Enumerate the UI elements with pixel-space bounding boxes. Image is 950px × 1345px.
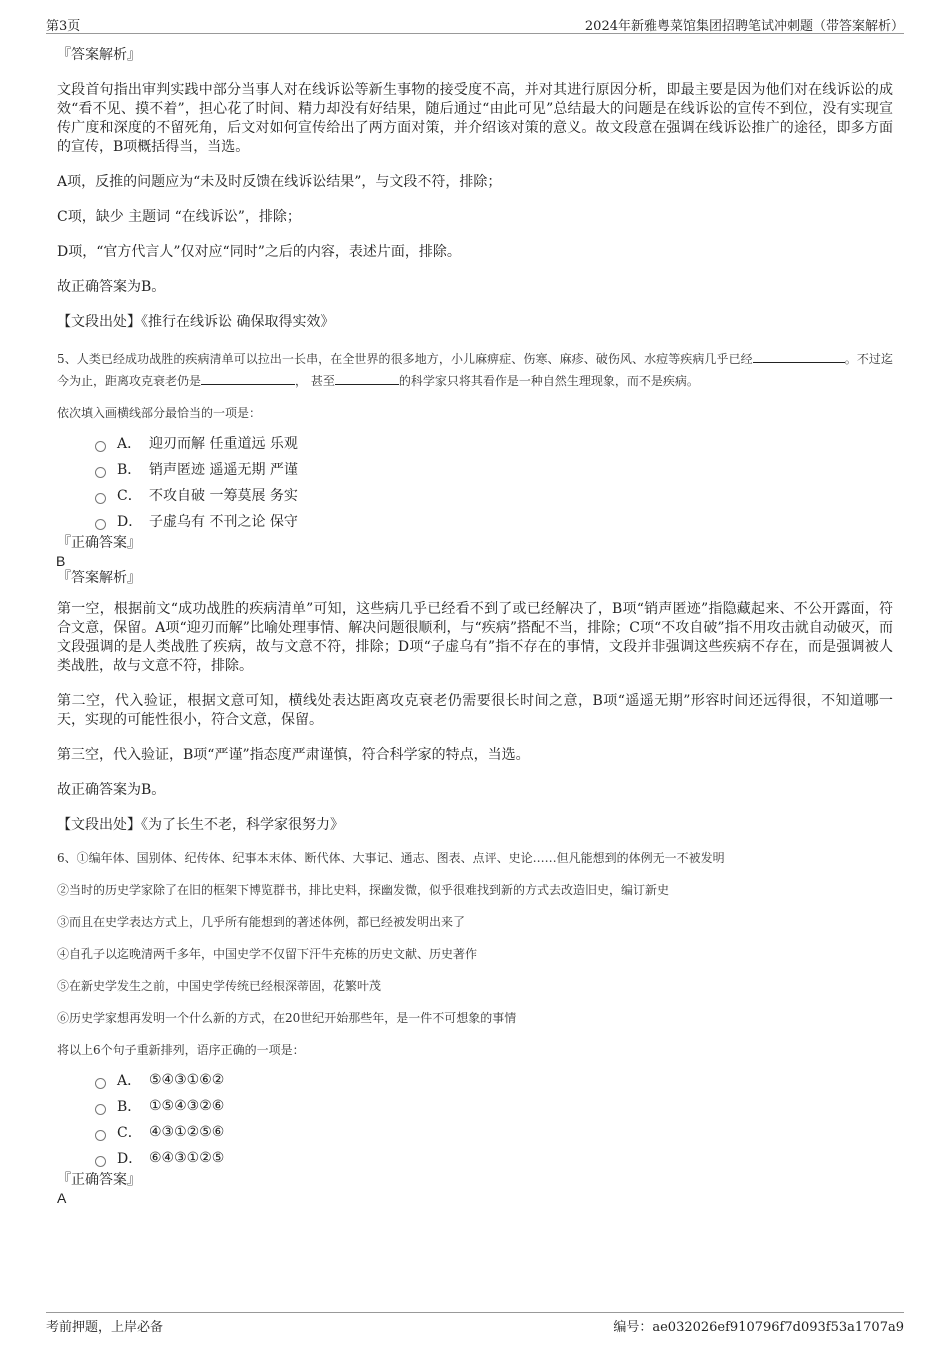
- q4-final-answer: 故正确答案为B。: [57, 279, 166, 295]
- page-number: 第3页: [46, 19, 81, 34]
- q5-blank-2: [201, 370, 295, 385]
- page-header: [46, 13, 904, 34]
- q5-blank-3: [335, 370, 399, 385]
- q6-option-d[interactable]: D． ⑥④③①②⑤: [95, 1145, 893, 1171]
- q6-option-a[interactable]: A． ⑤④③①⑥②: [95, 1067, 893, 1093]
- q5-prompt: 依次填入画横线部分最恰当的一项是：: [57, 406, 262, 420]
- page-footer: [46, 1312, 904, 1337]
- q6-answer: A: [57, 1190, 67, 1206]
- q4-source: 【文段出处】《推行在线诉讼 确保取得实效》: [57, 314, 335, 330]
- q6-sentence-5: ⑤在新史学发生之前，中国史学传统已经根深蒂固，花繁叶茂: [57, 979, 382, 993]
- q4-option-a-explanation: A项，反推的问题应为“未及时反馈在线诉讼结果”，与文段不符，排除；: [57, 174, 502, 190]
- q5-stem: 5、人类已经成功战胜的疾病清单可以拉出一长串，在全世界的很多地方，小儿麻痹症、伤寒、麻疹、破伤风、水痘等疾病几乎已经 。不过迄今为止，距离攻克衰老仍是 ， 甚至 的科学家只将其看作是一种自然生理现象，而不是疾病。: [57, 348, 893, 392]
- q5-blank-1: [753, 348, 845, 363]
- q5-source: 【文段出处】《为了长生不老，科学家很努力》: [57, 817, 344, 833]
- q5-option-c[interactable]: C． 不攻自破 一筹莫展 务实: [95, 482, 893, 508]
- q5-answer-tag: 『正确答案』: [57, 535, 141, 551]
- q5-option-b[interactable]: B． 销声匿迹 遥遥无期 严谨: [95, 456, 893, 482]
- document-title: 2024年新雅粤菜馆集团招聘笔试冲刺题（带答案解析）: [584, 19, 904, 34]
- q5-analysis-blank-3: 第三空，代入验证，B项“严谨”指态度严肃谨慎，符合科学家的特点，当选。: [57, 747, 530, 763]
- q4-analysis-tag: 『答案解析』: [57, 47, 141, 63]
- q6-option-c[interactable]: C． ④③①②⑤⑥: [95, 1119, 893, 1145]
- q5-final-answer: 故正确答案为B。: [57, 782, 166, 798]
- radio-icon[interactable]: [95, 441, 106, 452]
- q5-analysis-blank-2: 第二空，代入验证，根据文意可知，横线处表达距离攻克衰老仍需要很长时间之意，B项“遥遥无期”形容时间还远得很，不知道哪一天，实现的可能性很小，符合文意，保留。: [57, 693, 893, 728]
- q5-option-d[interactable]: D． 子虚乌有 不刊之论 保守: [95, 508, 893, 534]
- radio-icon[interactable]: [95, 493, 106, 504]
- radio-icon[interactable]: [95, 1078, 106, 1089]
- q5-analysis-blank-1: 第一空，根据前文“成功战胜的疾病清单”可知，这些病几乎已经看不到了或已经解决了，B项“销声匿迹”指隐藏起来、不公开露面，符合文意，保留。A项“迎刃而解”比喻处理事情、解决问题很顺利，与“疾病”搭配不当，排除；C项“不攻自破”指不用攻击就自动破灭，而文段强调的是人类战胜了疾病，故与文意不符，排除；D项“子虚乌有”指不存在的事情，文段并非强调这些疾病不存在，而是强调被人类战胜，故与文意不符，排除。: [57, 601, 893, 674]
- q5-answer: B: [56, 553, 66, 569]
- radio-icon[interactable]: [95, 519, 106, 530]
- document-code: 编号：ae032026ef910796f7d093f53a1707a9: [613, 1320, 904, 1335]
- q6-prompt: 将以上6个句子重新排列，语序正确的一项是：: [57, 1043, 305, 1057]
- footer-slogan: 考前押题，上岸必备: [46, 1320, 164, 1335]
- q4-option-c-explanation: C项，缺少 主题词 “在线诉讼”，排除；: [57, 209, 301, 225]
- radio-icon[interactable]: [95, 1130, 106, 1141]
- q6-sentence-1: 6、①编年体、国别体、纪传体、纪事本末体、断代体、大事记、通志、图表、点评、史论……但凡能想到的体例无一不被发明: [57, 851, 725, 865]
- radio-icon[interactable]: [95, 1156, 106, 1167]
- radio-icon[interactable]: [95, 467, 106, 478]
- q6-sentence-3: ③而且在史学表达方式上，几乎所有能想到的著述体例，都已经被发明出来了: [57, 915, 466, 929]
- q5-analysis-tag: 『答案解析』: [57, 570, 141, 586]
- q4-analysis-text: 文段首句指出审判实践中部分当事人对在线诉讼等新生事物的接受度不高，并对其进行原因分析，即最主要是因为他们对在线诉讼的成效“看不见、摸不着”，担心花了时间、精力却没有好结果，随后通过“由此可见”总结最大的问题是在线诉讼的宣传不到位，没有实现宣传广度和深度的不留死角，后文对如何宣传给出了两方面对策，并介绍该对策的意义。故文段意在强调在线诉讼推广的途径，即多方面的宣传，B项概括得当，当选。: [57, 82, 893, 155]
- q6-answer-tag: 『正确答案』: [57, 1172, 141, 1188]
- radio-icon[interactable]: [95, 1104, 106, 1115]
- q6-sentence-4: ④自孔子以迄晚清两千多年，中国史学不仅留下汗牛充栋的历史文献、历史著作: [57, 947, 478, 961]
- q5-option-a[interactable]: A． 迎刃而解 任重道远 乐观: [95, 430, 893, 456]
- q5-options: [95, 430, 893, 534]
- page-content: [57, 46, 893, 1206]
- q6-option-b[interactable]: B． ①⑤④③②⑥: [95, 1093, 893, 1119]
- q6-options: [95, 1067, 893, 1171]
- q6-sentence-2: ②当时的历史学家除了在旧的框架下博览群书，排比史料，探幽发微，似乎很难找到新的方式去改造旧史，编订新史: [57, 883, 670, 897]
- q6-sentence-6: ⑥历史学家想再发明一个什么新的方式，在20世纪开始那些年，是一件不可想象的事情: [57, 1011, 517, 1025]
- q4-option-d-explanation: D项，“官方代言人”仅对应“同时”之后的内容，表述片面，排除。: [57, 244, 461, 260]
